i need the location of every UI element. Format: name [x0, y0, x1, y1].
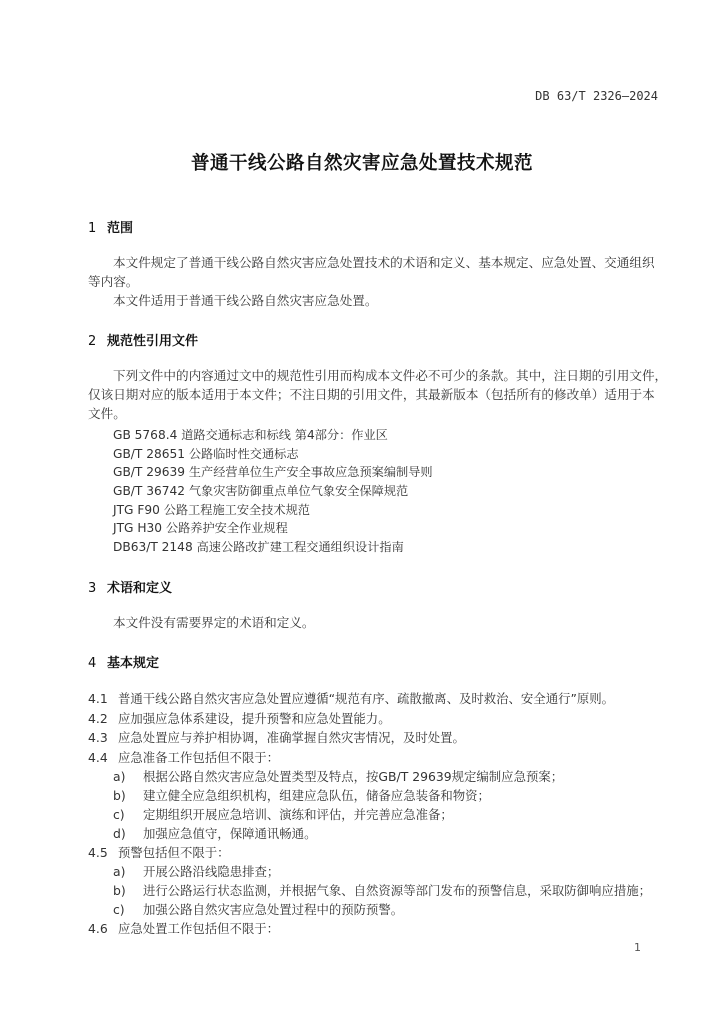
list-item-label: c)	[113, 902, 125, 917]
list-item-label: a)	[113, 864, 126, 879]
standard-number: DB 63/T 2326—2024	[535, 89, 658, 103]
clause-text: 普通干线公路自然灾害应急处置应遵循“规范有序、疏散撤离、及时救治、安全通行”原则。	[118, 691, 615, 706]
clause-number: 4.3	[88, 730, 108, 745]
clause-text: 应急处置工作包括但不限于：	[118, 921, 280, 936]
list-item	[113, 786, 490, 804]
section-3-title: 术语和定义	[107, 581, 173, 596]
clause-text: 应急准备工作包括但不限于：	[118, 750, 280, 765]
section-2-intro-line-2: 仅该日期对应的版本适用于本文件；不注日期的引用文件，其最新版本（包括所有的修改单）适用于本	[88, 387, 655, 402]
list-item	[113, 900, 403, 918]
clause-4-6	[88, 919, 279, 937]
clause-number: 4.6	[88, 921, 108, 936]
section-4-title: 基本规定	[107, 656, 160, 671]
section-3-heading	[88, 577, 172, 596]
reference-item: GB 5768.4 道路交通标志和标线 第4部分：作业区	[113, 428, 388, 442]
clause-number: 4.4	[88, 750, 108, 765]
reference-item: GB/T 29639 生产经营单位生产安全事故应急预案编制导则	[113, 465, 433, 479]
section-4-heading	[88, 652, 159, 671]
reference-item: GB/T 28651 公路临时性交通标志	[113, 447, 299, 461]
section-1-para-2: 本文件适用于普通干线公路自然灾害应急处置。	[113, 293, 378, 308]
section-2-intro-line-3: 文件。	[88, 406, 126, 421]
clause-text: 应加强应急体系建设，提升预警和应急处置能力。	[118, 711, 391, 726]
reference-item: JTG F90 公路工程施工安全技术规范	[113, 503, 310, 517]
list-item-text: 建立健全应急组织机构，组建应急队伍，储备应急装备和物资；	[143, 788, 490, 803]
list-item-label: b)	[113, 788, 126, 803]
list-item-text: 加强公路自然灾害应急处置过程中的预防预警。	[143, 902, 404, 917]
list-item	[113, 862, 279, 880]
reference-item: JTG H30 公路养护安全作业规程	[113, 521, 288, 535]
list-item	[113, 805, 453, 823]
reference-item: DB63/T 2148 高速公路改扩建工程交通组织设计指南	[113, 540, 404, 554]
clause-4-2	[88, 709, 391, 727]
section-3-para-1: 本文件没有需要界定的术语和定义。	[113, 615, 315, 630]
section-2-number: 2	[88, 334, 97, 349]
list-item-text: 进行公路运行状态监测，并根据气象、自然资源等部门发布的预警信息，采取防御响应措施；	[143, 883, 652, 898]
section-2-title: 规范性引用文件	[107, 334, 199, 349]
section-1-para-1-line-2: 等内容。	[88, 274, 139, 289]
clause-number: 4.2	[88, 711, 108, 726]
clause-4-5	[88, 843, 230, 861]
list-item-label: b)	[113, 883, 126, 898]
list-item	[113, 767, 563, 785]
section-1-para-1-line-1: 本文件规定了普通干线公路自然灾害应急处置技术的术语和定义、基本规定、应急处置、交通组织	[113, 255, 655, 270]
list-item-text: 加强应急值守，保障通讯畅通。	[143, 826, 317, 841]
clause-4-4	[88, 748, 279, 766]
section-2-heading	[88, 330, 198, 349]
clause-number: 4.1	[88, 691, 108, 706]
section-4-number: 4	[88, 656, 97, 671]
clause-text: 预警包括但不限于：	[118, 845, 230, 860]
list-item	[113, 824, 316, 842]
clause-4-3	[88, 728, 465, 746]
list-item-label: d)	[113, 826, 126, 841]
list-item-label: c)	[113, 807, 125, 822]
document-title: 普通干线公路自然灾害应急处置技术规范	[190, 153, 533, 174]
list-item-text: 开展公路沿线隐患排查；	[143, 864, 280, 879]
clause-4-1	[88, 689, 614, 707]
page-number: 1	[634, 941, 641, 954]
section-1-heading	[88, 217, 133, 236]
list-item-text: 定期组织开展应急培训、演练和评估，并完善应急准备；	[143, 807, 453, 822]
list-item-text: 根据公路自然灾害应急处置类型及特点，按GB/T 29639规定编制应急预案；	[143, 769, 564, 784]
section-3-number: 3	[88, 581, 97, 596]
section-1-title: 范围	[107, 221, 134, 236]
clause-text: 应急处置应与养护相协调，准确掌握自然灾害情况，及时处置。	[118, 730, 465, 745]
list-item-label: a)	[113, 769, 126, 784]
clause-number: 4.5	[88, 845, 108, 860]
reference-item: GB/T 36742 气象灾害防御重点单位气象安全保障规范	[113, 484, 409, 498]
list-item	[113, 881, 651, 899]
section-1-number: 1	[88, 221, 97, 236]
section-2-intro-line-1: 下列文件中的内容通过文中的规范性引用而构成本文件必不可少的条款。其中，注日期的引用文件，	[113, 368, 668, 383]
